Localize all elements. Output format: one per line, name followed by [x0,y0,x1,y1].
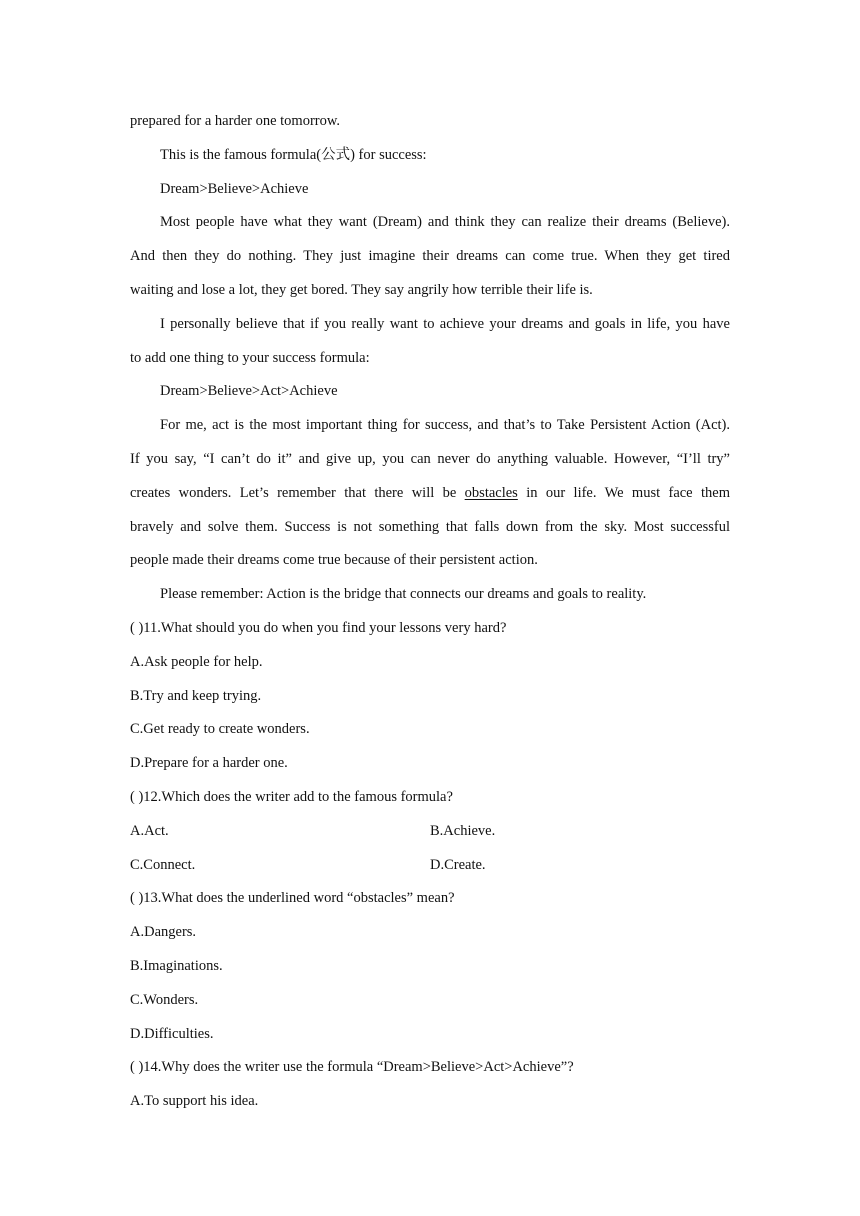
passage-line: I personally believe that if you really want to achieve your dreams and goals in life, you have [160,315,730,332]
answer-option: B.Achieve. [430,822,496,839]
answer-option: C.Wonders. [130,991,199,1008]
passage-line: Most people have what they want (Dream) and think they can realize their dreams (Believe). [160,214,730,231]
passage-line: people made their dreams come true because of their persistent action. [130,552,538,569]
passage-line: For me, act is the most important thing for success, and that’s to Take Persistent Action (Act). [160,417,730,434]
answer-option: A.Ask people for help. [130,653,263,670]
answer-options-row [130,815,730,849]
question-stem: ( )11.What should you do when you find your lessons very hard? [130,619,507,636]
answer-option: A.Dangers. [130,924,197,941]
answer-option: A.Act. [130,822,169,839]
passage-text: creates wonders. Let’s remember that there will be [130,484,465,501]
answer-option: D.Create. [430,856,486,873]
answer-option: B.Imaginations. [130,957,223,974]
formula-line: Dream>Believe>Achieve [160,180,309,197]
passage-text: in our life. We must face them [517,484,730,501]
answer-option: B.Try and keep trying. [130,687,262,704]
question-stem: ( )12.Which does the writer add to the famous formula? [130,788,453,805]
passage-line: to add one thing to your success formula: [130,349,370,366]
answer-option: D.Prepare for a harder one. [130,755,288,772]
formula-line: Dream>Believe>Act>Achieve [160,383,338,400]
passage-line: waiting and lose a lot, they get bored. They say angrily how terrible their life is. [130,281,593,298]
passage-line: bravely and solve them. Success is not something that falls down from the sky. Most successful [130,518,730,535]
passage-line [130,477,730,511]
underlined-word: obstacles [464,484,518,501]
passage-line: If you say, “I can’t do it” and give up, you can never do anything valuable. However, “I’ll try” [130,450,730,467]
passage-line: This is the famous formula(公式) for success: [160,146,427,163]
document-page [130,105,730,1119]
answer-options-row [130,849,730,883]
answer-option: D.Difficulties. [130,1025,214,1042]
question-stem: ( )14.Why does the writer use the formula “Dream>Believe>Act>Achieve”? [130,1059,574,1076]
answer-option: A.To support his idea. [130,1093,259,1110]
passage-line: prepared for a harder one tomorrow. [130,113,341,129]
passage-line: Please remember: Action is the bridge that connects our dreams and goals to reality. [160,586,647,603]
question-stem: ( )13.What does the underlined word “obstacles” mean? [130,890,455,907]
answer-option: C.Connect. [130,856,196,873]
passage-line: And then they do nothing. They just imagine their dreams can come true. When they get tired [130,248,730,265]
answer-option: C.Get ready to create wonders. [130,721,310,738]
